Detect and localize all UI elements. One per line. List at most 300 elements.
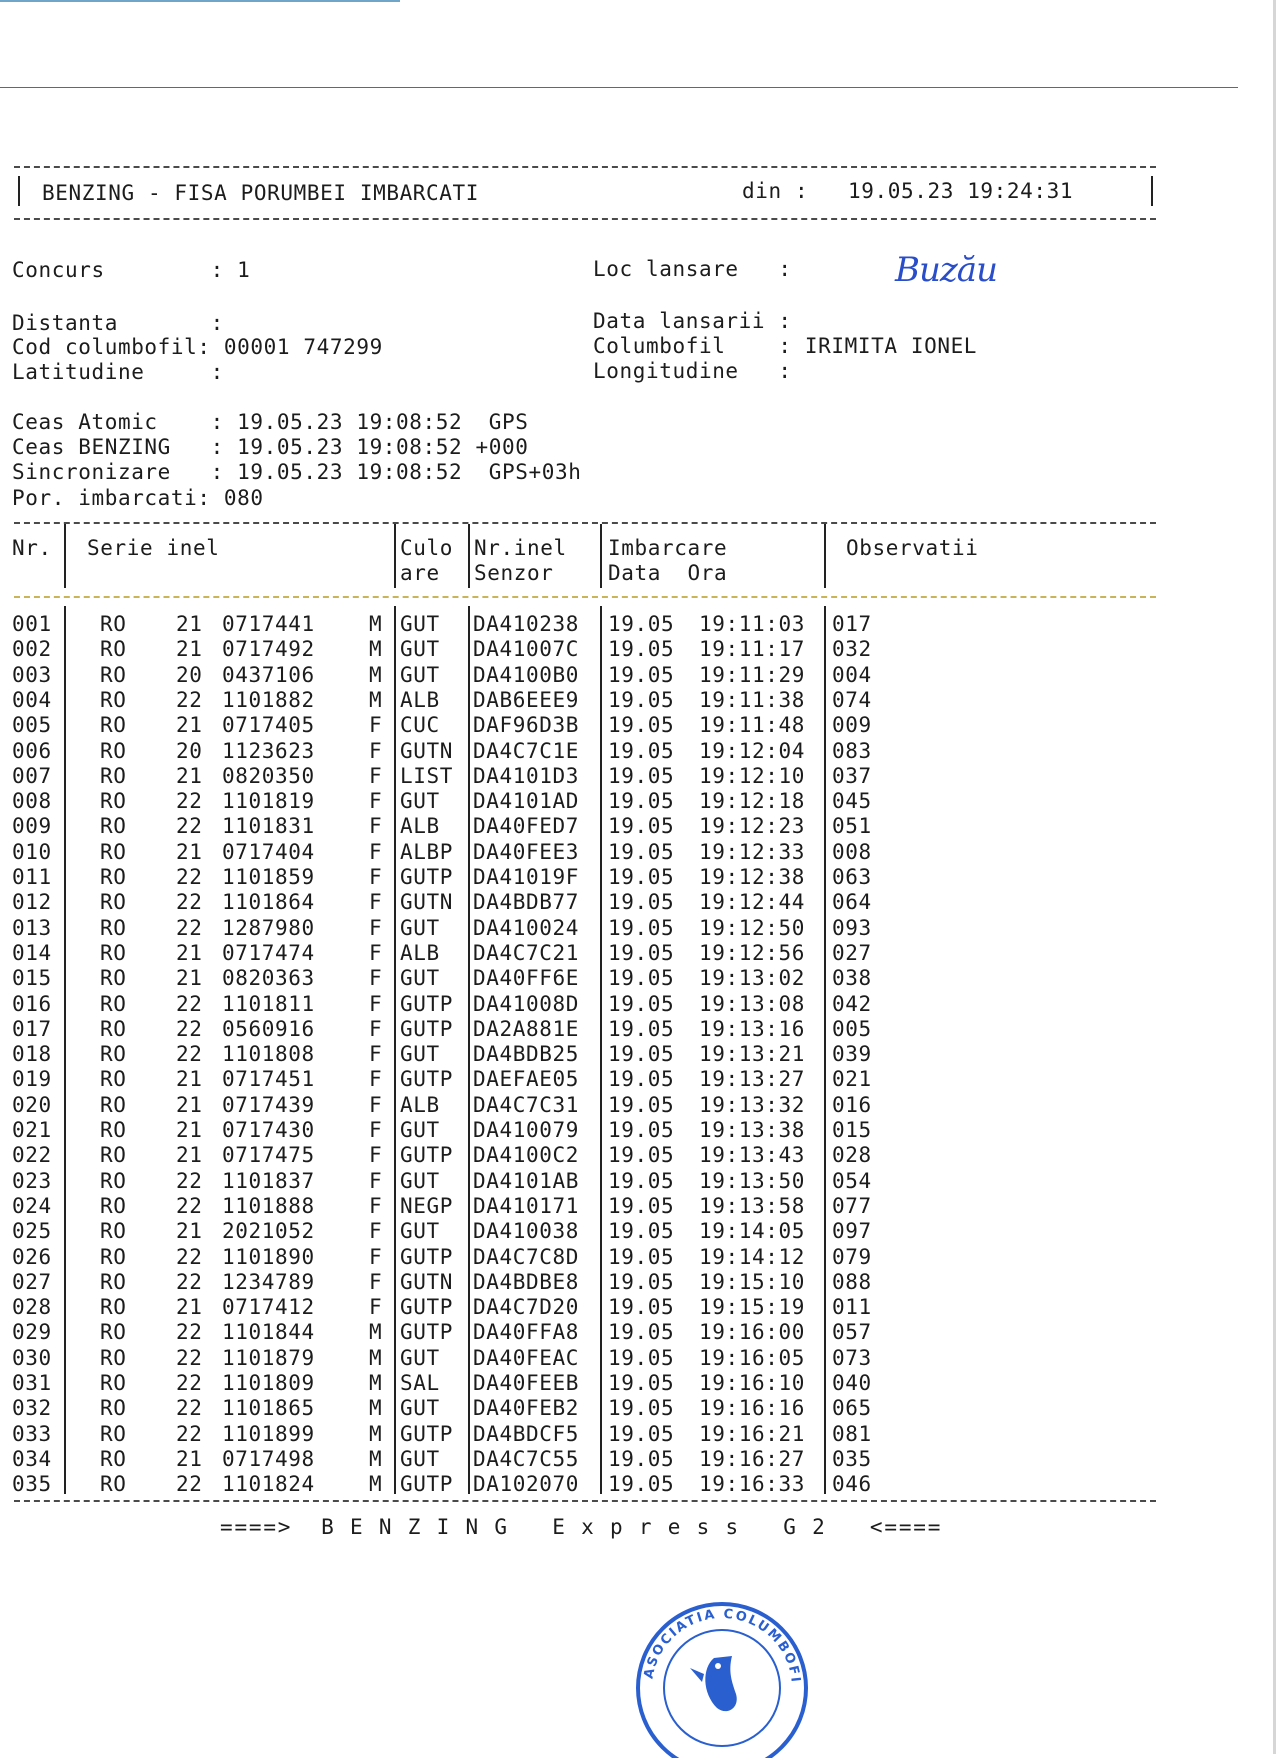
cod-columbofil-field: Cod columbofil: 00001 747299 <box>12 335 383 359</box>
cell-inel: 1101831 <box>222 814 315 839</box>
cell-an: 21 <box>176 1118 203 1142</box>
cell-ora: 19:13:43 <box>699 1143 805 1168</box>
cell-nr: 020 <box>12 1092 52 1117</box>
table-row <box>0 1093 1000 1118</box>
cell-observatii: 039 <box>832 1042 872 1067</box>
cell-culoare: ALB <box>400 1092 440 1117</box>
cell-data: 19.05 <box>608 1244 675 1269</box>
longitudine-field: Longitudine : <box>593 359 792 383</box>
cell-an: 22 <box>176 814 203 839</box>
cell-tara: RO <box>100 1446 127 1471</box>
cell-data: 19.05 <box>608 612 675 636</box>
cell-ora: 19:16:27 <box>699 1446 805 1471</box>
latitudine-field: Latitudine : <box>12 360 224 384</box>
stamp-text: ASOCIATIA COLUMBOFI <box>641 1606 803 1685</box>
cell-sex: F <box>369 1067 383 1092</box>
cell-nr: 028 <box>12 1295 52 1320</box>
cell-an: 21 <box>176 713 203 738</box>
header-left-border <box>18 176 20 206</box>
cell-inel: 1101888 <box>222 1193 315 1218</box>
cell-ora: 19:12:33 <box>699 839 805 864</box>
col-header-imbarcare-1: Imbarcare <box>608 536 728 560</box>
cell-an: 21 <box>176 1067 203 1092</box>
cell-nr: 033 <box>12 1421 52 1446</box>
table-row <box>0 1245 1000 1270</box>
cell-data: 19.05 <box>608 1446 675 1471</box>
cell-data: 19.05 <box>608 1421 675 1446</box>
table-row <box>0 637 1000 662</box>
cell-culoare: GUTP <box>400 1067 453 1092</box>
cell-inel: 0717498 <box>222 1446 315 1471</box>
cell-culoare: GUT <box>400 1118 440 1142</box>
cell-tara: RO <box>100 814 127 839</box>
cell-ora: 19:16:10 <box>699 1371 805 1395</box>
cell-culoare: GUTP <box>400 1295 453 1320</box>
cell-an: 21 <box>176 612 203 636</box>
cell-tara: RO <box>100 1371 127 1395</box>
cell-culoare: GUTP <box>400 1143 453 1168</box>
table-row <box>0 840 1000 865</box>
cell-an: 21 <box>176 1092 203 1117</box>
cell-inel: 1101809 <box>222 1371 315 1395</box>
table-row <box>0 890 1000 915</box>
cell-ora: 19:13:16 <box>699 1016 805 1041</box>
table-row <box>0 865 1000 890</box>
cell-nr: 008 <box>12 789 52 814</box>
cell-tara: RO <box>100 1396 127 1421</box>
cell-data: 19.05 <box>608 966 675 991</box>
cell-ora: 19:11:48 <box>699 713 805 738</box>
col-divider <box>468 524 470 588</box>
columbofil-field: Columbofil : IRIMITA IONEL <box>593 334 978 358</box>
table-row <box>0 1371 1000 1396</box>
cell-nr: 032 <box>12 1396 52 1421</box>
cell-data: 19.05 <box>608 940 675 965</box>
cell-sex: F <box>369 890 383 915</box>
cell-nr: 011 <box>12 865 52 889</box>
cell-ora: 19:14:12 <box>699 1244 805 1269</box>
cell-culoare: GUT <box>400 1396 440 1421</box>
cell-nr: 025 <box>12 1219 52 1244</box>
table-row <box>0 663 1000 688</box>
cell-inel: 1101824 <box>222 1472 315 1497</box>
cell-observatii: 037 <box>832 763 872 788</box>
cell-observatii: 079 <box>832 1244 872 1269</box>
cell-culoare: ALBP <box>400 839 453 864</box>
cell-ora: 19:13:58 <box>699 1193 805 1218</box>
cell-senzor: DA40FEE3 <box>473 839 579 864</box>
cell-data: 19.05 <box>608 687 675 712</box>
cell-senzor: DA410238 <box>473 612 579 636</box>
cell-inel: 1101879 <box>222 1345 315 1370</box>
cell-senzor: DA4C7C55 <box>473 1446 579 1471</box>
cell-inel: 0560916 <box>222 1016 315 1041</box>
cell-an: 21 <box>176 839 203 864</box>
col-divider <box>824 524 826 588</box>
ceas-benzing-field: Ceas BENZING : 19.05.23 19:08:52 +000 <box>12 435 529 459</box>
cell-ora: 19:13:21 <box>699 1042 805 1067</box>
cell-an: 22 <box>176 865 203 889</box>
cell-nr: 034 <box>12 1446 52 1471</box>
cell-inel: 0717474 <box>222 940 315 965</box>
cell-sex: F <box>369 814 383 839</box>
cell-data: 19.05 <box>608 1067 675 1092</box>
cell-senzor: DA410171 <box>473 1193 579 1218</box>
cell-senzor: DA4BDB25 <box>473 1042 579 1067</box>
cell-observatii: 035 <box>832 1446 872 1471</box>
cell-sex: F <box>369 1118 383 1142</box>
cell-an: 22 <box>176 1320 203 1345</box>
cell-an: 22 <box>176 1472 203 1497</box>
col-header-culoare-2: are <box>400 561 440 585</box>
cell-observatii: 063 <box>832 865 872 889</box>
sincronizare-field: Sincronizare : 19.05.23 19:08:52 GPS+03h <box>12 460 582 484</box>
cell-culoare: GUT <box>400 789 440 814</box>
cell-culoare: GUT <box>400 1446 440 1471</box>
cell-an: 21 <box>176 940 203 965</box>
table-row <box>0 1422 1000 1447</box>
cell-culoare: GUTP <box>400 1244 453 1269</box>
table-row <box>0 992 1000 1017</box>
cell-ora: 19:12:56 <box>699 940 805 965</box>
cell-senzor: DA40FEAC <box>473 1345 579 1370</box>
cell-nr: 029 <box>12 1320 52 1345</box>
cell-nr: 012 <box>12 890 52 915</box>
cell-tara: RO <box>100 738 127 763</box>
cell-sex: F <box>369 1269 383 1294</box>
col-header-serie-inel: Serie inel <box>87 536 220 560</box>
cell-an: 21 <box>176 637 203 662</box>
cell-tara: RO <box>100 1320 127 1345</box>
cell-inel: 0717439 <box>222 1092 315 1117</box>
cell-senzor: DA4C7C1E <box>473 738 579 763</box>
cell-sex: F <box>369 1016 383 1041</box>
table-row <box>0 1396 1000 1421</box>
header-right-border <box>1151 176 1153 206</box>
cell-sex: F <box>369 1042 383 1067</box>
cell-culoare: GUT <box>400 637 440 662</box>
cell-inel: 1101864 <box>222 890 315 915</box>
cell-ora: 19:16:05 <box>699 1345 805 1370</box>
cell-ora: 19:13:08 <box>699 991 805 1016</box>
cell-inel: 2021052 <box>222 1219 315 1244</box>
cell-data: 19.05 <box>608 1320 675 1345</box>
cell-culoare: CUC <box>400 713 440 738</box>
cell-ora: 19:13:38 <box>699 1118 805 1142</box>
cell-culoare: NEGP <box>400 1193 453 1218</box>
col-header-observatii: Observatii <box>846 536 979 560</box>
cell-ora: 19:12:44 <box>699 890 805 915</box>
cell-an: 21 <box>176 1446 203 1471</box>
cell-senzor: DA2A881E <box>473 1016 579 1041</box>
date-value: 19.05.23 19:24:31 <box>848 179 1074 203</box>
scan-edge-line <box>0 0 400 2</box>
cell-observatii: 081 <box>832 1421 872 1446</box>
cell-ora: 19:12:10 <box>699 763 805 788</box>
table-row <box>0 1295 1000 1320</box>
cell-inel: 1101811 <box>222 991 315 1016</box>
cell-senzor: DA410038 <box>473 1219 579 1244</box>
cell-observatii: 005 <box>832 1016 872 1041</box>
cell-senzor: DA40FFA8 <box>473 1320 579 1345</box>
association-stamp <box>632 1598 812 1762</box>
cell-observatii: 073 <box>832 1345 872 1370</box>
cell-an: 22 <box>176 1371 203 1395</box>
cell-inel: 1101899 <box>222 1421 315 1446</box>
cell-observatii: 028 <box>832 1143 872 1168</box>
cell-nr: 010 <box>12 839 52 864</box>
cell-culoare: GUTP <box>400 1016 453 1041</box>
cell-sex: F <box>369 839 383 864</box>
cell-data: 19.05 <box>608 1143 675 1168</box>
cell-observatii: 064 <box>832 890 872 915</box>
cell-data: 19.05 <box>608 865 675 889</box>
cell-sex: F <box>369 1092 383 1117</box>
cell-sex: F <box>369 1143 383 1168</box>
cell-ora: 19:15:19 <box>699 1295 805 1320</box>
cell-sex: F <box>369 865 383 889</box>
header-bottom-border <box>14 218 1156 220</box>
table-row <box>0 1447 1000 1472</box>
cell-ora: 19:11:29 <box>699 662 805 687</box>
cell-senzor: DA4C7C21 <box>473 940 579 965</box>
cell-observatii: 009 <box>832 713 872 738</box>
cell-inel: 0437106 <box>222 662 315 687</box>
cell-nr: 026 <box>12 1244 52 1269</box>
cell-ora: 19:14:05 <box>699 1219 805 1244</box>
cell-data: 19.05 <box>608 1371 675 1395</box>
cell-culoare: GUTN <box>400 1269 453 1294</box>
cell-data: 19.05 <box>608 991 675 1016</box>
cell-sex: F <box>369 915 383 940</box>
cell-sex: F <box>369 966 383 991</box>
cell-nr: 019 <box>12 1067 52 1092</box>
cell-observatii: 038 <box>832 966 872 991</box>
cell-senzor: DA4BDCF5 <box>473 1421 579 1446</box>
header-top-border <box>14 166 1156 168</box>
cell-tara: RO <box>100 1421 127 1446</box>
cell-nr: 003 <box>12 662 52 687</box>
cell-senzor: DA40FEB2 <box>473 1396 579 1421</box>
data-lansarii-field: Data lansarii : <box>593 309 792 333</box>
cell-inel: 0717492 <box>222 637 315 662</box>
cell-nr: 021 <box>12 1118 52 1142</box>
cell-observatii: 021 <box>832 1067 872 1092</box>
cell-nr: 006 <box>12 738 52 763</box>
cell-inel: 1101882 <box>222 687 315 712</box>
col-divider <box>600 524 602 588</box>
cell-culoare: GUT <box>400 966 440 991</box>
cell-tara: RO <box>100 1193 127 1218</box>
cell-senzor: DA40FED7 <box>473 814 579 839</box>
cell-sex: F <box>369 940 383 965</box>
cell-culoare: ALB <box>400 940 440 965</box>
cell-sex: F <box>369 1295 383 1320</box>
cell-nr: 017 <box>12 1016 52 1041</box>
cell-observatii: 077 <box>832 1193 872 1218</box>
cell-nr: 009 <box>12 814 52 839</box>
cell-senzor: DA40FF6E <box>473 966 579 991</box>
cell-ora: 19:16:21 <box>699 1421 805 1446</box>
cell-observatii: 054 <box>832 1168 872 1193</box>
table-top-border <box>14 522 1156 524</box>
cell-senzor: DA41008D <box>473 991 579 1016</box>
cell-an: 20 <box>176 738 203 763</box>
cell-sex: F <box>369 991 383 1016</box>
cell-an: 22 <box>176 789 203 814</box>
cell-an: 22 <box>176 1396 203 1421</box>
cell-nr: 030 <box>12 1345 52 1370</box>
cell-ora: 19:16:33 <box>699 1472 805 1497</box>
cell-observatii: 017 <box>832 612 872 636</box>
cell-nr: 027 <box>12 1269 52 1294</box>
cell-ora: 19:12:38 <box>699 865 805 889</box>
cell-data: 19.05 <box>608 662 675 687</box>
cell-an: 22 <box>176 890 203 915</box>
cell-data: 19.05 <box>608 1042 675 1067</box>
cell-ora: 19:16:16 <box>699 1396 805 1421</box>
col-header-nr-inel-2: Senzor <box>474 561 554 585</box>
cell-data: 19.05 <box>608 814 675 839</box>
cell-nr: 035 <box>12 1472 52 1497</box>
cell-ora: 19:11:03 <box>699 612 805 636</box>
table-row <box>0 814 1000 839</box>
table-row <box>0 1194 1000 1219</box>
cell-ora: 19:15:10 <box>699 1269 805 1294</box>
cell-observatii: 046 <box>832 1472 872 1497</box>
concurs-field: Concurs : 1 <box>12 258 251 282</box>
cell-tara: RO <box>100 1067 127 1092</box>
cell-data: 19.05 <box>608 1118 675 1142</box>
cell-observatii: 065 <box>832 1396 872 1421</box>
cell-ora: 19:12:18 <box>699 789 805 814</box>
cell-nr: 007 <box>12 763 52 788</box>
cell-culoare: GUTP <box>400 1472 453 1497</box>
cell-inel: 1101819 <box>222 789 315 814</box>
cell-tara: RO <box>100 1143 127 1168</box>
cell-tara: RO <box>100 713 127 738</box>
cell-tara: RO <box>100 1219 127 1244</box>
table-row <box>0 1017 1000 1042</box>
cell-inel: 0717405 <box>222 713 315 738</box>
cell-an: 22 <box>176 687 203 712</box>
cell-sex: M <box>369 1396 383 1421</box>
cell-inel: 0717475 <box>222 1143 315 1168</box>
table-row <box>0 789 1000 814</box>
cell-inel: 0717412 <box>222 1295 315 1320</box>
cell-sex: M <box>369 637 383 662</box>
cell-observatii: 016 <box>832 1092 872 1117</box>
cell-data: 19.05 <box>608 1168 675 1193</box>
cell-data: 19.05 <box>608 1092 675 1117</box>
cell-senzor: DAB6EEE9 <box>473 687 579 712</box>
cell-ora: 19:13:50 <box>699 1168 805 1193</box>
cell-nr: 013 <box>12 915 52 940</box>
table-row <box>0 1346 1000 1371</box>
cell-an: 22 <box>176 1269 203 1294</box>
cell-tara: RO <box>100 865 127 889</box>
cell-an: 22 <box>176 1244 203 1269</box>
cell-data: 19.05 <box>608 1396 675 1421</box>
col-header-culoare-1: Culo <box>400 536 453 560</box>
cell-inel: 0820350 <box>222 763 315 788</box>
cell-observatii: 011 <box>832 1295 872 1320</box>
cell-culoare: GUT <box>400 915 440 940</box>
cell-ora: 19:11:17 <box>699 637 805 662</box>
cell-sex: M <box>369 687 383 712</box>
cell-inel: 0717451 <box>222 1067 315 1092</box>
cell-observatii: 015 <box>832 1118 872 1142</box>
cell-culoare: GUTP <box>400 991 453 1016</box>
cell-inel: 0717430 <box>222 1118 315 1142</box>
table-row <box>0 1042 1000 1067</box>
cell-an: 22 <box>176 1421 203 1446</box>
cell-nr: 005 <box>12 713 52 738</box>
distanta-field: Distanta : <box>12 311 224 335</box>
cell-inel: 0717441 <box>222 612 315 636</box>
cell-sex: F <box>369 738 383 763</box>
cell-data: 19.05 <box>608 713 675 738</box>
top-rule <box>0 87 1238 88</box>
cell-tara: RO <box>100 966 127 991</box>
cell-senzor: DA410079 <box>473 1118 579 1142</box>
table-bottom-border <box>14 1500 1156 1502</box>
cell-an: 22 <box>176 1345 203 1370</box>
cell-data: 19.05 <box>608 1295 675 1320</box>
cell-tara: RO <box>100 1269 127 1294</box>
table-row <box>0 764 1000 789</box>
cell-inel: 1101844 <box>222 1320 315 1345</box>
cell-culoare: ALB <box>400 814 440 839</box>
cell-tara: RO <box>100 1472 127 1497</box>
cell-observatii: 027 <box>832 940 872 965</box>
cell-tara: RO <box>100 915 127 940</box>
cell-data: 19.05 <box>608 839 675 864</box>
col-divider <box>394 524 396 588</box>
table-row <box>0 941 1000 966</box>
cell-tara: RO <box>100 1168 127 1193</box>
cell-senzor: DA410024 <box>473 915 579 940</box>
cell-observatii: 032 <box>832 637 872 662</box>
cell-tara: RO <box>100 1345 127 1370</box>
ceas-atomic-field: Ceas Atomic : 19.05.23 19:08:52 GPS <box>12 410 529 434</box>
cell-senzor: DA41019F <box>473 865 579 889</box>
cell-tara: RO <box>100 637 127 662</box>
cell-nr: 031 <box>12 1371 52 1395</box>
por-imbarcati-field: Por. imbarcati: 080 <box>12 486 264 510</box>
cell-an: 21 <box>176 763 203 788</box>
cell-senzor: DA4101D3 <box>473 763 579 788</box>
cell-ora: 19:13:27 <box>699 1067 805 1092</box>
cell-observatii: 008 <box>832 839 872 864</box>
cell-sex: F <box>369 1219 383 1244</box>
cell-ora: 19:12:04 <box>699 738 805 763</box>
cell-tara: RO <box>100 890 127 915</box>
cell-observatii: 040 <box>832 1371 872 1395</box>
cell-nr: 024 <box>12 1193 52 1218</box>
cell-culoare: GUTP <box>400 865 453 889</box>
cell-senzor: DAEFAE05 <box>473 1067 579 1092</box>
cell-an: 22 <box>176 1042 203 1067</box>
cell-sex: F <box>369 763 383 788</box>
cell-tara: RO <box>100 763 127 788</box>
cell-culoare: LIST <box>400 763 453 788</box>
cell-inel: 1101859 <box>222 865 315 889</box>
cell-sex: F <box>369 713 383 738</box>
cell-sex: M <box>369 612 383 636</box>
cell-senzor: DA102070 <box>473 1472 579 1497</box>
cell-culoare: GUT <box>400 1168 440 1193</box>
